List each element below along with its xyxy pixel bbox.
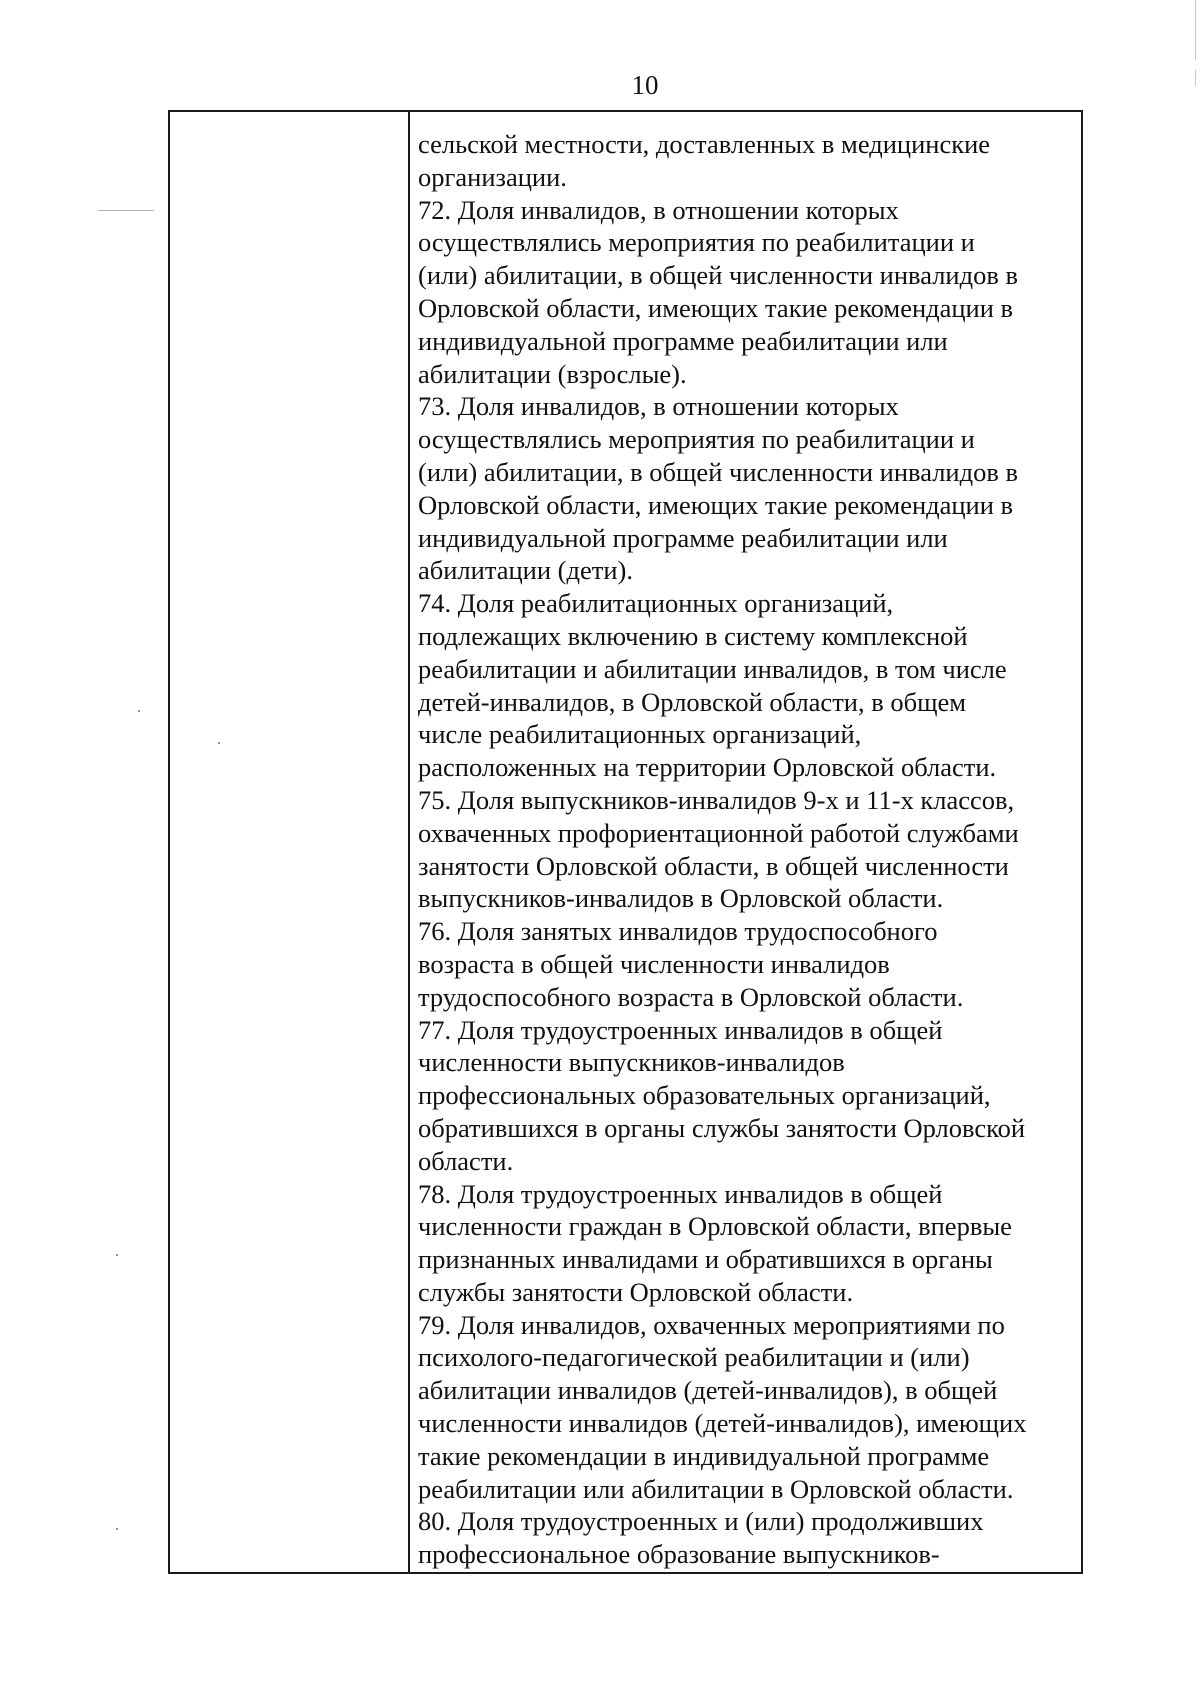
- text-line: абилитации (взрослые).: [418, 358, 687, 389]
- text-line: численности граждан в Орловской области, впервые: [418, 1211, 1012, 1242]
- text-line: индивидуальной программе реабилитации или: [418, 325, 948, 356]
- text-line: численности выпускников-инвалидов: [418, 1047, 845, 1078]
- text-line: 78. Доля трудоустроенных инвалидов в общей: [418, 1178, 943, 1209]
- text-line: осуществлялись мероприятия по реабилитации и: [418, 227, 975, 258]
- text-line: занятости Орловской области, в общей численности: [418, 850, 1009, 881]
- text-line: осуществлялись мероприятия по реабилитации и: [418, 424, 975, 455]
- text-line: обратившихся в органы службы занятости Орловской: [418, 1112, 1026, 1143]
- text-line: Орловской области, имеющих такие рекомендации в: [418, 489, 1014, 520]
- page-number: 10: [631, 70, 659, 100]
- text-line: расположенных на территории Орловской области.: [418, 752, 997, 783]
- text-line: реабилитации и абилитации инвалидов, в том числе: [418, 653, 1007, 684]
- text-line: трудоспособного возраста в Орловской области.: [418, 981, 964, 1012]
- text-line: (или) абилитации, в общей численности инвалидов в: [418, 456, 1018, 487]
- text-line: подлежащих включению в систему комплексной: [418, 620, 968, 651]
- text-line: 76. Доля занятых инвалидов трудоспособного: [418, 916, 938, 947]
- scan-artifact: [116, 1528, 118, 1530]
- text-line: возраста в общей численности инвалидов: [418, 948, 890, 979]
- text-line: организации.: [418, 161, 567, 192]
- scan-edge: [1195, 0, 1196, 60]
- text-line: 75. Доля выпускников-инвалидов 9-х и 11-х классов,: [418, 784, 1015, 815]
- scan-artifact: [218, 742, 220, 744]
- text-line: 77. Доля трудоустроенных инвалидов в общей: [418, 1014, 943, 1045]
- text-line: выпускников-инвалидов в Орловской области.: [418, 883, 944, 914]
- text-line: охваченных профориентационной работой службами: [418, 817, 1019, 848]
- text-line: абилитации (дети).: [418, 555, 633, 586]
- text-line: детей-инвалидов, в Орловской области, в общем: [418, 686, 967, 717]
- text-line: абилитации инвалидов (детей-инвалидов), в общей: [418, 1375, 998, 1406]
- text-line: численности инвалидов (детей-инвалидов), имеющих: [418, 1408, 1027, 1439]
- text-line: такие рекомендации в индивидуальной программе: [418, 1440, 990, 1471]
- table-cell-left: [170, 112, 410, 1572]
- text-line: Орловской области, имеющих такие рекомендации в: [418, 292, 1014, 323]
- text-line: области.: [418, 1145, 514, 1176]
- text-line: 80. Доля трудоустроенных и (или) продолживших: [418, 1506, 984, 1537]
- text-line: сельской местности, доставленных в медицинские: [418, 129, 991, 159]
- scan-artifact: [116, 1254, 118, 1256]
- document-table: [168, 110, 1083, 1574]
- text-line: службы занятости Орловской области.: [418, 1276, 854, 1307]
- text-line: 72. Доля инвалидов, в отношении которых: [418, 194, 899, 225]
- scan-edge: [1195, 70, 1196, 86]
- scan-artifact: [138, 710, 140, 712]
- scan-artifact: [98, 210, 154, 211]
- text-line: числе реабилитационных организаций,: [418, 719, 862, 750]
- text-line: профессиональных образовательных организаций,: [418, 1080, 991, 1111]
- text-line: (или) абилитации, в общей численности инвалидов в: [418, 260, 1018, 291]
- table-cell-right: [410, 112, 1081, 1572]
- text-line: реабилитации или абилитации в Орловской области.: [418, 1473, 1014, 1504]
- text-line: 74. Доля реабилитационных организаций,: [418, 588, 894, 619]
- text-line: профессиональное образование выпускников-: [418, 1539, 940, 1570]
- text-line: признанных инвалидами и обратившихся в органы: [418, 1244, 993, 1275]
- text-line: психолого-педагогической реабилитации и (или): [418, 1342, 970, 1373]
- text-line: 79. Доля инвалидов, охваченных мероприятиями по: [418, 1309, 1005, 1340]
- text-line: 73. Доля инвалидов, в отношении которых: [418, 391, 899, 422]
- text-line: индивидуальной программе реабилитации или: [418, 522, 948, 553]
